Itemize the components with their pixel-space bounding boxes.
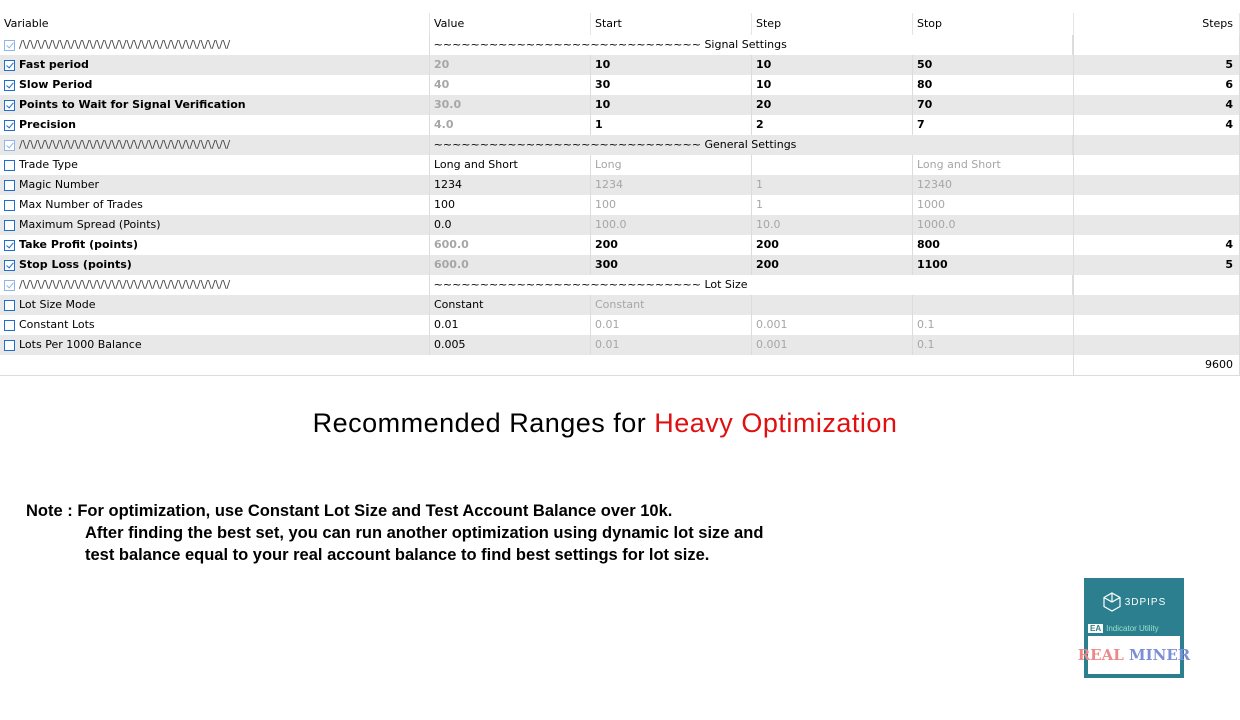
- table-row[interactable]: [0, 55, 1240, 75]
- variable-cell[interactable]: [0, 235, 430, 255]
- value-cell[interactable]: 600.0: [430, 255, 591, 275]
- table-row[interactable]: [0, 195, 1240, 215]
- value-cell[interactable]: 0.005: [430, 335, 591, 355]
- logo-product-name: [1077, 636, 1191, 674]
- steps-cell: [1074, 275, 1240, 295]
- checkbox[interactable]: [4, 80, 15, 91]
- optimization-note: [26, 500, 763, 566]
- start-cell[interactable]: 10: [591, 55, 752, 75]
- logo-tagline: Indicator Utility: [1106, 623, 1159, 633]
- checkbox[interactable]: [4, 200, 15, 211]
- variable-cell[interactable]: [0, 335, 430, 355]
- start-cell[interactable]: 0.01: [591, 315, 752, 335]
- start-cell[interactable]: 100.0: [591, 215, 752, 235]
- variable-cell[interactable]: [0, 195, 430, 215]
- step-cell[interactable]: 20: [752, 95, 913, 115]
- separator-label: ~~~~~~~~~~~~~~~~~~~~~~~~~~~~~ Lot Size: [430, 275, 1073, 295]
- steps-cell: [1074, 175, 1240, 195]
- steps-cell: [1074, 155, 1240, 175]
- variable-name: Maximum Spread (Points): [19, 218, 161, 231]
- steps-cell: 4: [1074, 115, 1240, 135]
- grid-body: [0, 35, 1240, 355]
- column-header-variable[interactable]: Variable: [0, 13, 430, 35]
- start-cell[interactable]: 1234: [591, 175, 752, 195]
- logo-name-2: MINER: [1129, 646, 1191, 664]
- stop-cell[interactable]: 12340: [913, 175, 1074, 195]
- step-cell[interactable]: 1: [752, 195, 913, 215]
- separator-squiggle: /\/\/\/\/\/\/\/\/\/\/\/\/\/\/\/\/\/\/\/\/\/\/\/\/\/\/\/\/: [19, 38, 231, 51]
- total-steps: 9600: [1074, 355, 1240, 375]
- stop-cell[interactable]: 50: [913, 55, 1074, 75]
- step-cell[interactable]: 0.001: [752, 315, 913, 335]
- checkbox[interactable]: [4, 180, 15, 191]
- column-header-start[interactable]: Start: [591, 13, 752, 35]
- stop-cell[interactable]: 80: [913, 75, 1074, 95]
- table-row[interactable]: [0, 235, 1240, 255]
- variable-cell[interactable]: [0, 215, 430, 235]
- variable-cell[interactable]: [0, 175, 430, 195]
- logo-ea: EA: [1090, 623, 1102, 633]
- variable-cell[interactable]: [0, 115, 430, 135]
- stop-cell[interactable]: Long and Short: [913, 155, 1074, 175]
- checkbox[interactable]: [4, 220, 15, 231]
- variable-name: Lot Size Mode: [19, 298, 96, 311]
- checkbox[interactable]: [4, 100, 15, 111]
- table-row[interactable]: [0, 255, 1240, 275]
- optimization-grid: [0, 13, 1240, 375]
- variable-name: Trade Type: [19, 158, 78, 171]
- start-cell[interactable]: 1: [591, 115, 752, 135]
- steps-cell: 5: [1074, 255, 1240, 275]
- value-cell[interactable]: 0.0: [430, 215, 591, 235]
- total-spacer: [430, 355, 591, 375]
- separator-row[interactable]: [0, 275, 1240, 295]
- stop-cell[interactable]: 0.1: [913, 335, 1074, 355]
- variable-name: Stop Loss (points): [19, 258, 132, 271]
- step-cell[interactable]: 10: [752, 75, 913, 95]
- separator-squiggle: /\/\/\/\/\/\/\/\/\/\/\/\/\/\/\/\/\/\/\/\/\/\/\/\/\/\/\/\/: [19, 138, 231, 151]
- variable-name: Max Number of Trades: [19, 198, 143, 211]
- checkbox[interactable]: [4, 240, 15, 251]
- steps-cell: 6: [1074, 75, 1240, 95]
- total-spacer: [913, 355, 1074, 375]
- table-row[interactable]: [0, 95, 1240, 115]
- total-spacer: [0, 355, 430, 375]
- start-cell[interactable]: 100: [591, 195, 752, 215]
- value-cell[interactable]: 1234: [430, 175, 591, 195]
- table-row[interactable]: [0, 335, 1240, 355]
- variable-cell[interactable]: [0, 55, 430, 75]
- steps-cell: [1074, 335, 1240, 355]
- steps-cell: 5: [1074, 55, 1240, 75]
- checkbox[interactable]: [4, 280, 15, 291]
- variable-name: Points to Wait for Signal Verification: [19, 98, 246, 111]
- checkbox[interactable]: [4, 320, 15, 331]
- table-row[interactable]: [0, 175, 1240, 195]
- value-cell[interactable]: Long and Short: [430, 155, 591, 175]
- variable-cell[interactable]: [0, 135, 430, 155]
- steps-cell: [1074, 295, 1240, 315]
- step-cell[interactable]: 1: [752, 175, 913, 195]
- steps-cell: [1074, 195, 1240, 215]
- step-cell[interactable]: [752, 155, 913, 175]
- variable-cell[interactable]: [0, 155, 430, 175]
- steps-cell: [1074, 215, 1240, 235]
- checkbox[interactable]: [4, 40, 15, 51]
- logo-brand: 3DPIPS: [1124, 596, 1167, 608]
- steps-cell: 4: [1074, 235, 1240, 255]
- variable-cell[interactable]: [0, 35, 430, 55]
- stop-cell[interactable]: 70: [913, 95, 1074, 115]
- variable-name: Magic Number: [19, 178, 100, 191]
- page-title: [0, 408, 1210, 439]
- start-cell[interactable]: 200: [591, 235, 752, 255]
- start-cell[interactable]: 10: [591, 95, 752, 115]
- checkbox[interactable]: [4, 260, 15, 271]
- checkbox[interactable]: [4, 300, 15, 311]
- variable-name: Slow Period: [19, 78, 93, 91]
- checkbox[interactable]: [4, 60, 15, 71]
- value-cell[interactable]: 20: [430, 55, 591, 75]
- variable-cell[interactable]: [0, 295, 430, 315]
- stop-cell[interactable]: 1100: [913, 255, 1074, 275]
- variable-name: Fast period: [19, 58, 89, 71]
- separator-row[interactable]: [0, 135, 1240, 155]
- start-cell[interactable]: 30: [591, 75, 752, 95]
- value-cell[interactable]: Constant: [430, 295, 591, 315]
- stop-cell[interactable]: [913, 295, 1074, 315]
- stop-cell[interactable]: 800: [913, 235, 1074, 255]
- stop-cell[interactable]: 0.1: [913, 315, 1074, 335]
- note-line-2: After finding the best set, you can run another optimization using dynamic lot size and: [85, 524, 764, 542]
- table-row[interactable]: [0, 315, 1240, 335]
- value-cell[interactable]: 100: [430, 195, 591, 215]
- steps-cell: 4: [1074, 95, 1240, 115]
- 3dpips-logo: [1077, 578, 1191, 678]
- cube-icon: [1102, 591, 1122, 613]
- table-row[interactable]: [0, 215, 1240, 235]
- start-cell[interactable]: Constant: [591, 295, 752, 315]
- total-row: [0, 355, 1240, 375]
- variable-cell[interactable]: [0, 95, 430, 115]
- logo-name-1: REAL: [1077, 646, 1124, 664]
- column-header-value[interactable]: Value: [430, 13, 591, 35]
- step-cell[interactable]: 200: [752, 235, 913, 255]
- variable-cell[interactable]: [0, 75, 430, 95]
- title-highlight: Heavy Optimization: [654, 408, 898, 438]
- checkbox[interactable]: [4, 160, 15, 171]
- column-header-stop[interactable]: Stop: [913, 13, 1074, 35]
- note-line-3: test balance equal to your real account balance to find best settings for lot size.: [85, 546, 710, 564]
- separator-label: ~~~~~~~~~~~~~~~~~~~~~~~~~~~~~ General Settings: [430, 135, 1073, 155]
- start-cell[interactable]: 300: [591, 255, 752, 275]
- separator-row[interactable]: [0, 35, 1240, 55]
- grid-bottom-border: [0, 375, 1240, 376]
- separator-squiggle: /\/\/\/\/\/\/\/\/\/\/\/\/\/\/\/\/\/\/\/\/\/\/\/\/\/\/\/\/: [19, 278, 231, 291]
- value-cell[interactable]: 600.0: [430, 235, 591, 255]
- variable-name: Constant Lots: [19, 318, 95, 331]
- separator-label: ~~~~~~~~~~~~~~~~~~~~~~~~~~~~~ Signal Settings: [430, 35, 1073, 55]
- grid-header: [0, 13, 1240, 35]
- checkbox[interactable]: [4, 340, 15, 351]
- table-row[interactable]: [0, 75, 1240, 95]
- value-cell[interactable]: 0.01: [430, 315, 591, 335]
- step-cell[interactable]: 10: [752, 55, 913, 75]
- checkbox[interactable]: [4, 140, 15, 151]
- step-cell[interactable]: 0.001: [752, 335, 913, 355]
- variable-cell[interactable]: [0, 275, 430, 295]
- stop-cell[interactable]: 1000: [913, 195, 1074, 215]
- stop-cell[interactable]: 7: [913, 115, 1074, 135]
- variable-name: Precision: [19, 118, 76, 131]
- step-cell[interactable]: 10.0: [752, 215, 913, 235]
- steps-cell: [1074, 315, 1240, 335]
- title-prefix: Recommended Ranges for: [312, 408, 655, 438]
- steps-cell: [1074, 135, 1240, 155]
- value-cell[interactable]: 30.0: [430, 95, 591, 115]
- step-cell[interactable]: 2: [752, 115, 913, 135]
- steps-cell: [1074, 35, 1240, 55]
- stop-cell[interactable]: 1000.0: [913, 215, 1074, 235]
- checkbox[interactable]: [4, 120, 15, 131]
- step-cell[interactable]: [752, 295, 913, 315]
- table-row[interactable]: [0, 115, 1240, 135]
- note-line-1: Note : For optimization, use Constant Lot Size and Test Account Balance over 10k.: [26, 502, 673, 520]
- step-cell[interactable]: 200: [752, 255, 913, 275]
- value-cell[interactable]: 40: [430, 75, 591, 95]
- total-spacer: [752, 355, 913, 375]
- variable-name: Lots Per 1000 Balance: [19, 338, 142, 351]
- variable-name: Take Profit (points): [19, 238, 138, 251]
- table-row[interactable]: [0, 295, 1240, 315]
- logo-brand-row: [1088, 582, 1180, 622]
- start-cell[interactable]: 0.01: [591, 335, 752, 355]
- total-spacer: [591, 355, 752, 375]
- column-header-step[interactable]: Step: [752, 13, 913, 35]
- value-cell[interactable]: 4.0: [430, 115, 591, 135]
- logo-tagline-row: [1088, 622, 1180, 634]
- column-header-steps[interactable]: Steps: [1074, 13, 1240, 35]
- table-row[interactable]: [0, 155, 1240, 175]
- start-cell[interactable]: Long: [591, 155, 752, 175]
- variable-cell[interactable]: [0, 315, 430, 335]
- variable-cell[interactable]: [0, 255, 430, 275]
